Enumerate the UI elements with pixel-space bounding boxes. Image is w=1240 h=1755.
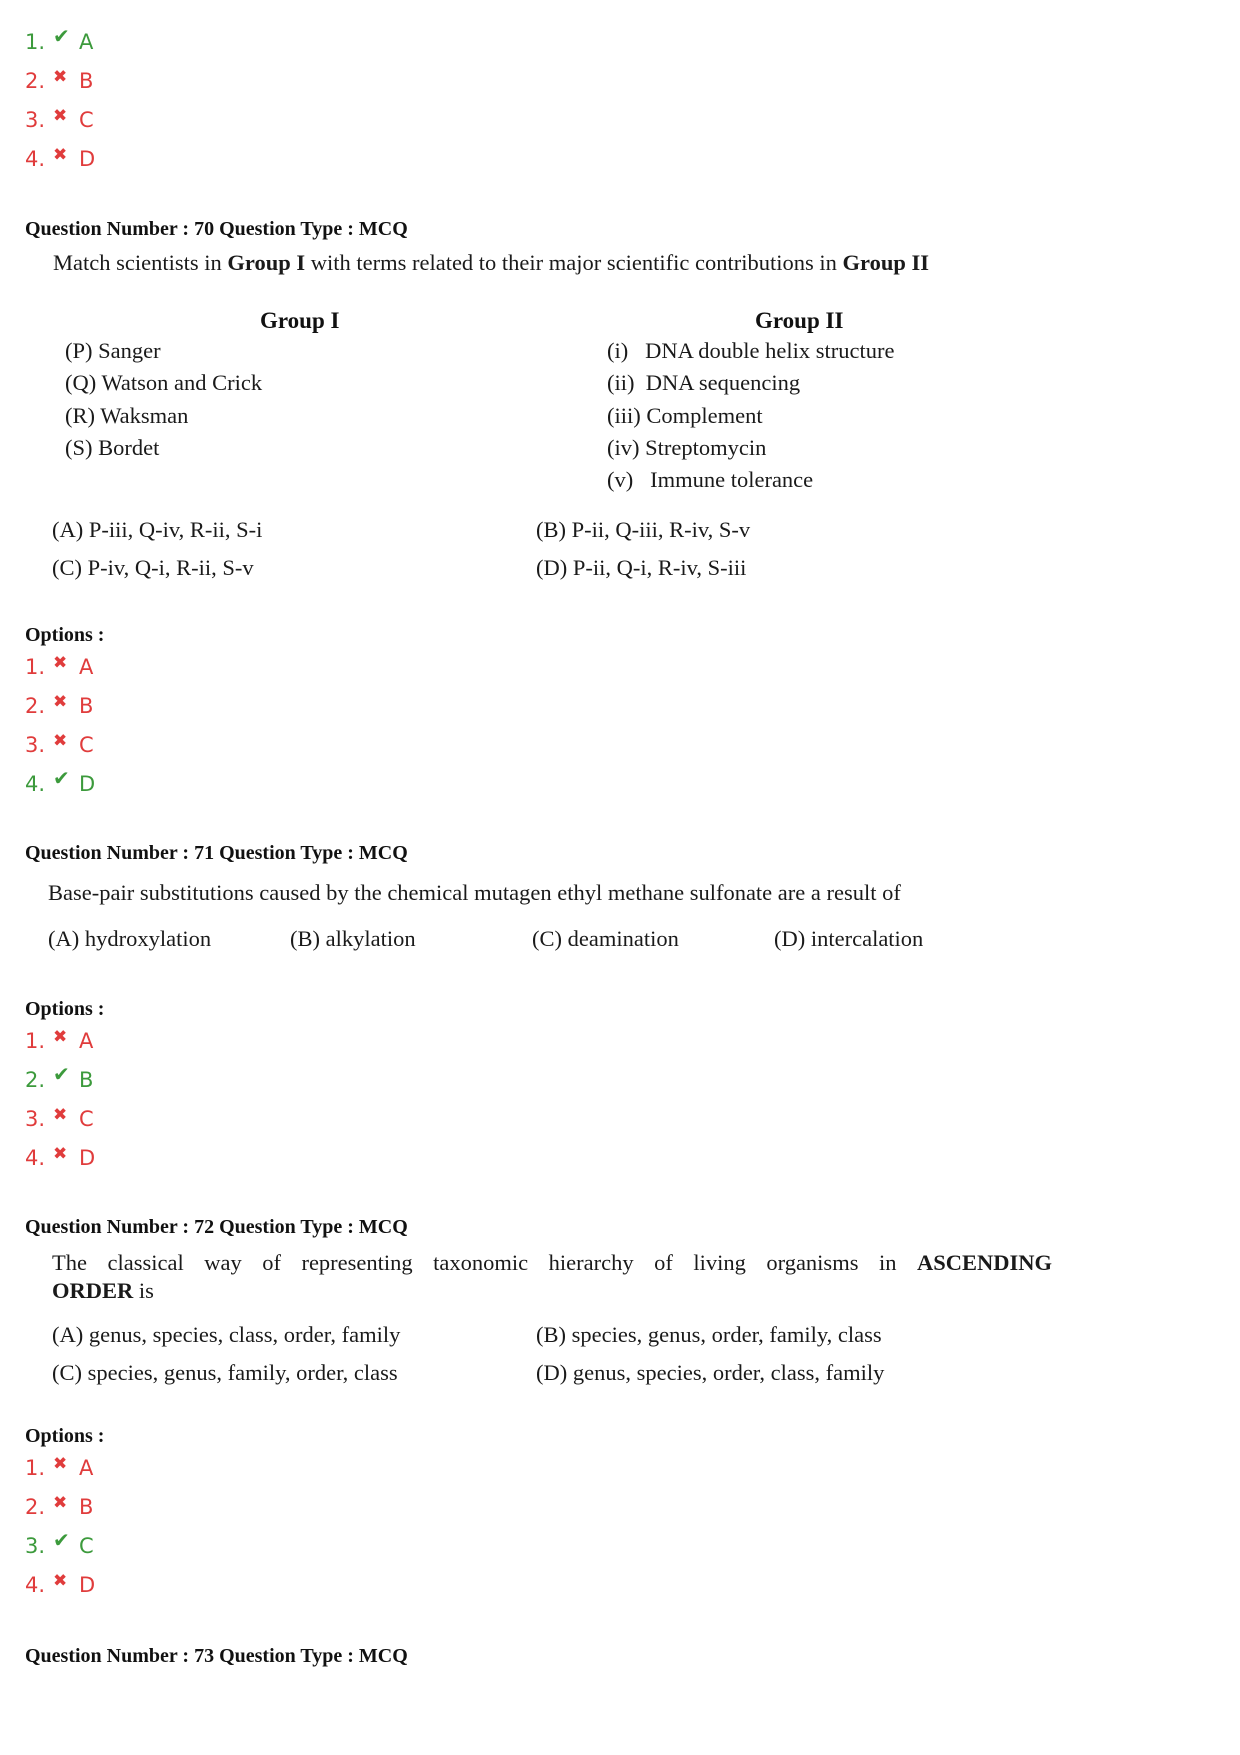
option-label: C: [79, 1534, 94, 1558]
option-row: [25, 1492, 93, 1522]
check-icon: ✔: [53, 1528, 70, 1552]
option-row: [25, 1453, 93, 1483]
stem-bold: ASCENDING: [916, 1250, 1052, 1275]
question-stem-72-line2: [52, 1278, 154, 1304]
option-label: D: [79, 1146, 96, 1170]
stem-text: Match scientists in: [53, 250, 228, 275]
cross-icon: ✖: [53, 692, 68, 712]
option-label: D: [79, 147, 96, 171]
cross-icon: ✖: [53, 1571, 68, 1591]
option-label: A: [79, 655, 94, 679]
options-heading: Options :: [25, 624, 105, 646]
option-row: [25, 1026, 93, 1056]
option-number: 3.: [25, 1107, 46, 1131]
cross-icon: ✖: [53, 1144, 68, 1164]
stem-text: The classical way of representing taxonomic hierarchy of living organisms in: [52, 1250, 917, 1275]
answer-choice: (D) genus, species, order, class, family: [536, 1360, 885, 1385]
answer-choice: (C) P-iv, Q-i, R-ii, S-v: [52, 555, 254, 580]
question-stem-70: [53, 250, 929, 276]
option-label: D: [79, 772, 96, 796]
stem-bold: ORDER: [52, 1278, 134, 1303]
option-row: [25, 1570, 95, 1600]
option-number: 4.: [25, 1573, 46, 1597]
option-number: 4.: [25, 147, 46, 171]
option-row: [25, 24, 94, 57]
cross-icon: ✖: [53, 1027, 68, 1047]
option-label: A: [79, 30, 94, 54]
cross-icon: ✖: [53, 653, 68, 673]
option-label: C: [79, 108, 94, 132]
option-row: [25, 652, 93, 682]
option-label: A: [79, 1029, 94, 1053]
check-icon: ✔: [53, 1062, 70, 1086]
question-header-72: Question Number : 72 Question Type : MCQ: [25, 1216, 408, 1238]
option-label: C: [79, 1107, 94, 1131]
option-row: [25, 1528, 94, 1561]
option-label: B: [79, 1068, 94, 1092]
option-label: B: [79, 69, 94, 93]
option-number: 2.: [25, 1495, 46, 1519]
option-number: 1.: [25, 30, 46, 54]
answer-choice: (B) alkylation: [290, 926, 416, 951]
option-number: 1.: [25, 1456, 46, 1480]
option-number: 1.: [25, 1029, 46, 1053]
option-row: [25, 105, 94, 135]
cross-icon: ✖: [53, 106, 68, 126]
option-number: 1.: [25, 655, 46, 679]
group-2-item: (i) DNA double helix structure: [607, 338, 895, 363]
option-row: [25, 691, 93, 721]
answer-choice: (C) species, genus, family, order, class: [52, 1360, 398, 1385]
option-row: [25, 1143, 95, 1173]
answer-choice: (D) intercalation: [774, 926, 924, 951]
cross-icon: ✖: [53, 67, 68, 87]
stem-text: with terms related to their major scientific contributions in: [305, 250, 843, 275]
option-row: [25, 766, 96, 799]
group-2-item: (iii) Complement: [607, 403, 763, 428]
check-icon: ✔: [53, 24, 70, 48]
answer-choice: (C) deamination: [532, 926, 679, 951]
question-stem-72-line1: [52, 1250, 1052, 1276]
question-header-70: Question Number : 70 Question Type : MCQ: [25, 218, 408, 240]
option-label: B: [79, 694, 94, 718]
cross-icon: ✖: [53, 1105, 68, 1125]
group-2-item: (ii) DNA sequencing: [607, 370, 801, 395]
group-1-title: Group I: [260, 308, 340, 333]
option-number: 2.: [25, 1068, 46, 1092]
option-row: [25, 1104, 94, 1134]
options-heading: Options :: [25, 998, 105, 1020]
answer-choice: (A) hydroxylation: [48, 926, 212, 951]
stem-text: is: [133, 1278, 154, 1303]
group-1-item: (R) Waksman: [65, 403, 189, 428]
group-2-item: (iv) Streptomycin: [607, 435, 767, 460]
option-number: 2.: [25, 694, 46, 718]
answer-choice: (B) species, genus, order, family, class: [536, 1322, 882, 1347]
cross-icon: ✖: [53, 1493, 68, 1513]
option-number: 3.: [25, 108, 46, 132]
answer-choice: (D) P-ii, Q-i, R-iv, S-iii: [536, 555, 747, 580]
option-number: 4.: [25, 1146, 46, 1170]
option-number: 3.: [25, 733, 46, 757]
option-row: [25, 144, 95, 174]
question-header-73: Question Number : 73 Question Type : MCQ: [25, 1645, 408, 1667]
group-1-item: (P) Sanger: [65, 338, 161, 363]
check-icon: ✔: [53, 766, 70, 790]
question-header-71: Question Number : 71 Question Type : MCQ: [25, 842, 408, 864]
answer-choice: (B) P-ii, Q-iii, R-iv, S-v: [536, 517, 751, 542]
cross-icon: ✖: [53, 731, 68, 751]
option-row: [25, 1062, 94, 1095]
option-label: D: [79, 1573, 96, 1597]
option-label: C: [79, 733, 94, 757]
group-1-item: (S) Bordet: [65, 435, 160, 460]
question-stem-71: Base-pair substitutions caused by the chemical mutagen ethyl methane sulfonate are a result of: [48, 880, 901, 905]
option-label: A: [79, 1456, 94, 1480]
option-number: 4.: [25, 772, 46, 796]
stem-bold: Group II: [842, 250, 929, 275]
cross-icon: ✖: [53, 145, 68, 165]
stem-bold: Group I: [227, 250, 306, 275]
option-number: 3.: [25, 1534, 46, 1558]
options-heading: Options :: [25, 1425, 105, 1447]
option-row: [25, 730, 94, 760]
option-row: [25, 66, 93, 96]
answer-choice: (A) P-iii, Q-iv, R-ii, S-i: [52, 517, 263, 542]
group-1-item: (Q) Watson and Crick: [65, 370, 263, 395]
cross-icon: ✖: [53, 1454, 68, 1474]
answer-choice: (A) genus, species, class, order, family: [52, 1322, 401, 1347]
option-number: 2.: [25, 69, 46, 93]
group-2-item: (v) Immune tolerance: [607, 467, 814, 492]
option-label: B: [79, 1495, 94, 1519]
group-2-title: Group II: [755, 308, 844, 333]
